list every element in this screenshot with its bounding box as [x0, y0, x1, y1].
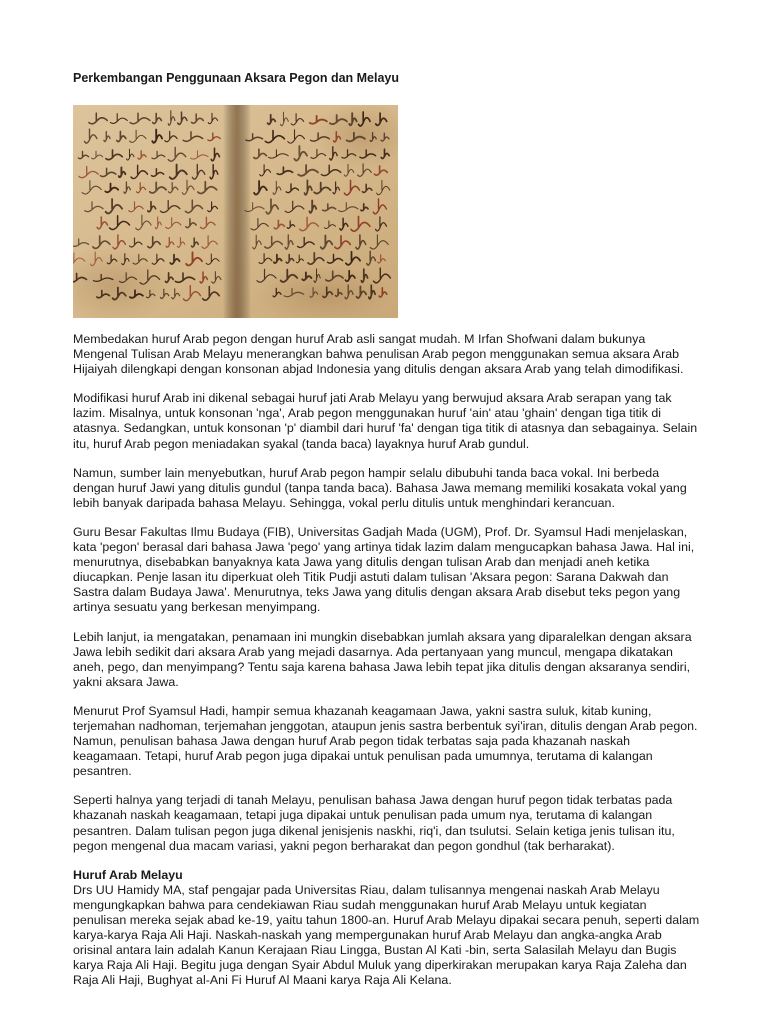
paragraph: Modifikasi huruf Arab ini dikenal sebagai huruf jati Arab Melayu yang berwujud aksara Arab serapan yang tak lazim. Misalnya, untuk konsonan 'nga', Arab pegon menggunakan huruf 'ain' atau 'ghain' dengan tiga titik di atasnya. Sedangkan, untuk konsonan 'p' diambil dari huruf 'fa' dengan tiga titik di atasnya dan sebagainya. Selain itu, huruf Arab pegon meniadakan syakal (tanda baca) layaknya huruf Arab gundul. — [73, 391, 698, 451]
section-paragraph: Drs UU Hamidy MA, staf pengajar pada Universitas Riau, dalam tulisannya mengenai naskah Arab Melayu mengungkapkan bahwa para cendekiawan Riau sudah menggunakan huruf Arab Melayu untuk kegiatan penulisan mereka sejak abad ke-19, yaitu tahun 1800-an. Huruf Arab Melayu dipakai secara penuh, seperti dalam karya-karya Raja Ali Haji. Naskah-naskah yang mempergunakan huruf Arab Melayu dan angka-angka Arab orisinal antara lain adalah Kanun Kerajaan Riau Lingga, Bustan Al Kati -bin, serta Salasilah Melayu dan Bugis karya Raja Ali Haji. Begitu juga dengan Syair Abdul Muluk yang diperkirakan merupakan karya Raja Zaleha dan Raja Ali Haji, Bughyat al-Ani Fi Huruf Al Maani karya Raja Ali Kelana. — [73, 882, 700, 988]
section-heading: Huruf Arab Melayu — [73, 867, 183, 882]
paragraph: Namun, sumber lain menyebutkan, huruf Arab pegon hampir selalu dibubuhi tanda baca vokal. Ini berbeda dengan huruf Jawi yang ditulis gundul (tanpa tanda baca). Bahasa Jawa memang memiliki kosakata vokal yang lebih banyak daripada bahasa Melayu. Sehingga, vokal perlu ditulis untuk menghindari kerancuan. — [73, 465, 687, 510]
article-body — [73, 332, 701, 854]
paragraph: Menurut Prof Syamsul Hadi, hampir semua khazanah keagamaan Jawa, yakni sastra suluk, kitab kuning, terjemahan nadhoman, terjemahan jenggotan, ataupun jenis sastra berbentuk syi'iran, ditulis dengan Arab pegon. Namun, penulisan bahasa Jawa dengan huruf Arab pegon tidak terbatas saja pada khazanah naskah keagamaan. Tetapi, huruf Arab pegon juga dipakai untuk penulisan pada umumnya, terutama di kalangan pesantren. — [73, 703, 698, 779]
paragraph: Seperti halnya yang terjadi di tanah Melayu, penulisan bahasa Jawa dengan huruf pegon tidak terbatas pada khazanah naskah keagamaan, tetapi juga dipakai untuk penulisan pada umum nya, terutama di kalangan pesantren. Dalam tulisan pegon juga dikenal jenisjenis naskhi, riq'i, dan tsulutsi. Selain ketiga jenis tulisan itu, pegon mengenal dua macam variasi, yakni pegon berharakat dan pegon gondhul (tak berharakat). — [73, 793, 675, 853]
paragraph: Lebih lanjut, ia mengatakan, penamaan ini mungkin disebabkan jumlah aksara yang diparalelkan dengan aksara Jawa lebih sedikit dari aksara Arab yang mejadi dasarnya. Ada pertanyaan yang muncul, mengapa dikatakan aneh, pego, dan menyimpang? Tentu saja karena bahasa Jawa lebih tepat jika ditulis dengan aksaranya sendiri, yakni aksara Jawa. — [73, 629, 692, 689]
article-title: Perkembangan Penggunaan Aksara Pegon dan Melayu — [73, 71, 400, 85]
paragraph: Guru Besar Fakultas Ilmu Budaya (FIB), Universitas Gadjah Mada (UGM), Prof. Dr. Syamsul Hadi menjelaskan, kata 'pegon' berasal dari bahasa Jawa 'pego' yang artinya tidak lazim dalam mengucapkan bahasa Jawa. Hal ini, menurutnya, disebabkan banyaknya kata Jawa yang ditulis dengan tulisan Arab dan menjadi aneh ketika diucapkan. Penje lasan itu diperkuat oleh Titik Pudji astuti dalam tulisan 'Aksara pegon: Sarana Dakwah dan Sastra dalam Budaya Jawa'. Menurutnya, teks Jawa yang ditulis dengan aksara Arab disebut teks pegon yang artinya sesuatu yang berkesan menyimpang. — [73, 524, 695, 615]
document-page — [73, 70, 701, 988]
paragraph: Membedakan huruf Arab pegon dengan huruf Arab asli sangat mudah. M Irfan Shofwani dalam bukunya Mengenal Tulisan Arab Melayu menerangkan bahwa penulisan Arab pegon menggunakan semua aksara Arab Hijaiyah dilengkapi dengan konsonan abjad Indonesia yang ditulis dengan aksara Arab yang telah dimodifikasi. — [73, 332, 684, 377]
manuscript-image — [73, 105, 398, 318]
